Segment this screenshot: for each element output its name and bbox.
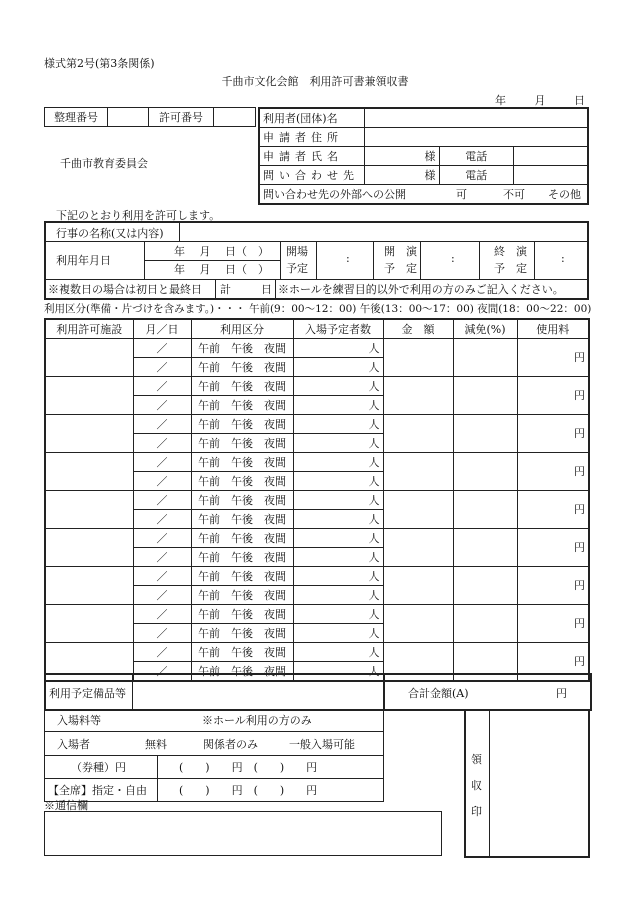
seiri-field[interactable] [108,108,149,127]
period-cell[interactable]: 午前 午後 夜間 [191,472,293,491]
attendees-cell[interactable]: 人 [293,529,383,548]
col-reduction: 減免(%) [453,319,517,339]
table-row [45,415,589,434]
fee-cell[interactable]: 円 [517,377,589,415]
period-cell[interactable]: 午前 午後 夜間 [191,605,293,624]
attendees-cell[interactable]: 人 [293,567,383,586]
attendees-cell[interactable]: 人 [293,434,383,453]
contact-label: 問い合わせ先 [259,166,365,185]
attendees-cell[interactable]: 人 [293,605,383,624]
kaijo-time[interactable]: : [346,252,350,265]
date-cell[interactable]: ／ [133,510,191,529]
facility-cell[interactable] [45,377,133,415]
date-cell[interactable]: ／ [133,643,191,662]
kyoka-field[interactable] [214,108,256,127]
note-hall: ※ホールを練習目的以外で利用の方のみご記入ください。 [278,283,564,296]
applicant-table [258,107,589,205]
public-no[interactable]: 不可 [503,187,525,201]
col-attendees: 入場予定者数 [293,319,383,339]
period-cell[interactable]: 午前 午後 夜間 [191,624,293,643]
month-label: 月 [534,94,546,107]
attendees-cell[interactable]: 人 [293,624,383,643]
ticket-block [44,709,384,802]
date-line [495,92,585,108]
fee-cell[interactable]: 円 [517,491,589,529]
day-label: 日 [574,94,585,107]
address-label: 申請者住所 [259,128,365,147]
date-cell[interactable]: ／ [133,434,191,453]
attendees-cell[interactable]: 人 [293,586,383,605]
date-cell[interactable]: ／ [133,567,191,586]
facility-cell[interactable] [45,339,133,377]
period-cell[interactable]: 午前 午後 夜間 [191,567,293,586]
ticket-price-row[interactable]: ( ) 円 ( ) 円 [179,761,318,774]
table-row [45,491,589,510]
table-row [45,643,589,662]
note-multi-day: ※複数日の場合は初日と最終日 [48,283,202,296]
fee-cell[interactable]: 円 [517,529,589,567]
reduction-cell[interactable] [453,605,517,643]
date-cell[interactable]: ／ [133,358,191,377]
nichi-label: 日 [261,283,272,296]
facility-cell[interactable] [45,415,133,453]
table-row [45,567,589,586]
attendees-cell[interactable]: 人 [293,491,383,510]
attendees-cell[interactable]: 人 [293,415,383,434]
fee-cell[interactable]: 円 [517,453,589,491]
date-cell[interactable]: ／ [133,472,191,491]
attendees-cell[interactable]: 人 [293,358,383,377]
date-cell[interactable]: ／ [133,605,191,624]
fee-cell[interactable]: 円 [517,567,589,605]
table-row [45,529,589,548]
date-cell[interactable]: ／ [133,491,191,510]
comm-label: ※通信欄 [44,799,88,812]
event-block [44,221,589,300]
staff-only-option[interactable]: 関係者のみ [203,738,258,751]
col-amount: 金 額 [383,319,453,339]
reduction-cell[interactable] [453,415,517,453]
seat-price-row[interactable]: ( ) 円 ( ) 円 [179,784,318,797]
number-table [44,107,256,127]
amount-cell[interactable] [383,339,453,377]
amount-cell[interactable] [383,377,453,415]
reduction-cell[interactable] [453,377,517,415]
attendees-cell[interactable]: 人 [293,339,383,358]
attendees-cell[interactable]: 人 [293,453,383,472]
public-other[interactable]: その他 [548,187,581,201]
address-field[interactable] [365,128,589,147]
attendees-cell[interactable]: 人 [293,396,383,415]
table-row [45,605,589,624]
period-cell[interactable]: 午前 午後 夜間 [191,548,293,567]
tel-label-2: 電話 [439,166,514,185]
event-name-label: 行事の名称(又は内容) [56,227,164,240]
seat-label: 【全席】指定・自由 [48,784,147,797]
amount-cell[interactable] [383,605,453,643]
period-cell[interactable]: 午前 午後 夜間 [191,415,293,434]
col-date: 月／日 [133,319,191,339]
amount-cell[interactable] [383,567,453,605]
amount-cell[interactable] [383,491,453,529]
period-cell[interactable]: 午前 午後 夜間 [191,643,293,662]
form-title: 千曲市文化会館 利用許可書兼領収書 [221,75,409,88]
facility-cell[interactable] [45,453,133,491]
period-cell[interactable]: 午前 午後 夜間 [191,358,293,377]
date-row-1[interactable]: 年 月 日（ ） [174,245,269,258]
equipment-label: 利用予定備品等 [49,687,126,700]
reduction-cell[interactable] [453,529,517,567]
ticket-type-label: （券種）円 [71,761,126,774]
attendees-cell[interactable]: 人 [293,377,383,396]
fee-label: 入場料等 [57,714,101,727]
period-cell[interactable]: 午前 午後 夜間 [191,396,293,415]
reduction-cell[interactable] [453,567,517,605]
col-period: 利用区分 [191,319,293,339]
receipt-stamp-box [464,709,590,858]
contact-tel-field[interactable] [514,166,589,185]
sama-label-2: 様 [424,168,436,182]
kyoka-label: 許可番号 [149,108,214,127]
applicant-field[interactable] [365,147,440,166]
sama-label: 様 [424,149,436,163]
facility-cell[interactable] [45,567,133,605]
date-label: 利用年月日 [56,254,111,267]
table-row [45,377,589,396]
col-facility: 利用許可施設 [45,319,133,339]
applicant-label: 申請者氏名 [259,147,365,166]
reduction-cell[interactable] [453,453,517,491]
period-cell[interactable]: 午前 午後 夜間 [191,491,293,510]
table-row [45,339,589,358]
shuen-label: 終 演 予 定 [494,245,527,275]
facility-cell[interactable] [45,529,133,567]
attendees-cell[interactable]: 人 [293,643,383,662]
reduction-cell[interactable] [453,491,517,529]
user-name-field[interactable] [365,108,589,128]
seiri-label: 整理番号 [45,108,108,127]
entrant-label: 入場者 [57,738,90,751]
date-cell[interactable]: ／ [133,339,191,358]
year-label: 年 [495,94,506,107]
period-cell[interactable]: 午前 午後 夜間 [191,662,293,682]
date-cell[interactable]: ／ [133,529,191,548]
comm-field[interactable] [44,811,442,856]
col-fee: 使用料 [517,319,589,339]
fee-cell[interactable]: 円 [517,643,589,682]
period-cell[interactable]: 午前 午後 夜間 [191,586,293,605]
public-yes[interactable]: 可 [456,187,467,201]
table-row [45,453,589,472]
public-row [259,185,588,205]
period-cell[interactable]: 午前 午後 夜間 [191,510,293,529]
period-cell[interactable]: 午前 午後 夜間 [191,339,293,358]
form-number: 様式第2号(第3条関係) [44,57,155,70]
issuer: 千曲市教育委員会 [60,157,148,170]
attendees-cell[interactable]: 人 [293,548,383,567]
fee-cell[interactable]: 円 [517,339,589,377]
date-cell[interactable]: ／ [133,548,191,567]
attendees-cell[interactable]: 人 [293,472,383,491]
usage-table [44,318,590,682]
receipt-stamp-label: 領 収 印 [471,753,482,818]
kaijo-label: 開場 予定 [286,245,308,275]
date-cell[interactable]: ／ [133,662,191,682]
date-cell[interactable]: ／ [133,586,191,605]
applicant-tel-field[interactable] [514,147,589,166]
period-cell[interactable]: 午前 午後 夜間 [191,529,293,548]
fee-cell[interactable]: 円 [517,605,589,643]
permit-text: 下記のとおり利用を許可します。 [56,209,221,222]
total-yen[interactable]: 円 [556,687,567,700]
public-label: 問い合わせ先の外部への公開 [263,187,406,201]
user-name-label: 利用者(団体)名 [259,108,365,128]
fee-cell[interactable]: 円 [517,415,589,453]
date-row-2[interactable]: 年 月 日（ ） [174,263,269,276]
date-cell[interactable]: ／ [133,453,191,472]
period-cell[interactable]: 午前 午後 夜間 [191,377,293,396]
kaien-label: 開 演 予 定 [384,245,417,275]
category-note: 利用区分(準備・片づけを含みます。)・・・ 午前(9：00〜12：00) 午後(13：00〜17：00) 夜間(18：00〜22：00) [44,303,592,315]
kaien-time[interactable]: : [451,252,455,265]
facility-cell[interactable] [45,605,133,643]
date-cell[interactable]: ／ [133,377,191,396]
period-cell[interactable]: 午前 午後 夜間 [191,453,293,472]
usage-header-row [45,319,589,339]
hall-only-note: ※ホール利用の方のみ [202,714,312,727]
shuen-time[interactable]: : [561,252,565,265]
date-cell[interactable]: ／ [133,415,191,434]
amount-cell[interactable] [383,529,453,567]
free-option[interactable]: 無料 [145,738,167,751]
period-cell[interactable]: 午前 午後 夜間 [191,434,293,453]
reduction-cell[interactable] [453,339,517,377]
amount-cell[interactable] [383,415,453,453]
general-option[interactable]: 一般入場可能 [289,738,355,751]
facility-cell[interactable] [45,491,133,529]
date-cell[interactable]: ／ [133,396,191,415]
kei-label: 計 [220,283,231,296]
amount-cell[interactable] [383,453,453,491]
tel-label: 電話 [439,147,514,166]
total-label: 合計金額(A) [408,687,469,700]
attendees-cell[interactable]: 人 [293,662,383,682]
equipment-row [44,673,592,711]
date-cell[interactable]: ／ [133,624,191,643]
contact-field[interactable] [365,166,440,185]
attendees-cell[interactable]: 人 [293,510,383,529]
